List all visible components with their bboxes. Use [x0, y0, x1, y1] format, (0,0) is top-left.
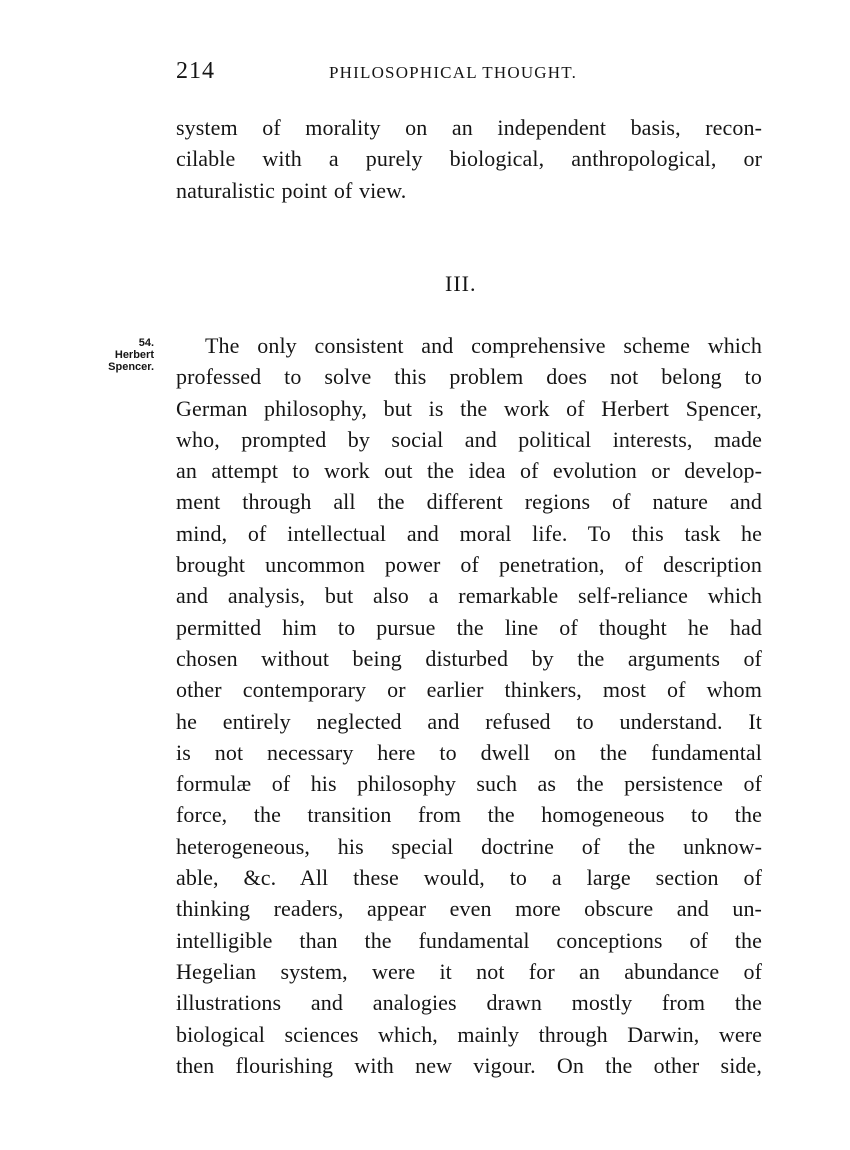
- text-line: he entirely neglected and refused to understand. It: [176, 708, 762, 734]
- text-line: system of morality on an independent basis, recon-: [176, 115, 762, 140]
- text-line: formulæ of his philosophy such as the persistence of: [176, 771, 762, 797]
- text-line: German philosophy, but is the work of Herbert Spencer,: [176, 395, 762, 421]
- main-paragraph: [176, 330, 762, 1081]
- text-line: biological sciences which, mainly through Darwin, were: [176, 1021, 762, 1047]
- text-line: force, the transition from the homogeneous to the: [176, 802, 762, 828]
- intro-paragraph: [176, 112, 762, 206]
- text-line: naturalistic point of view.: [176, 177, 407, 203]
- text-line: who, prompted by social and political interests, made: [176, 426, 762, 452]
- text-line: ment through all the different regions of nature and: [176, 489, 762, 515]
- section-heading: III.: [445, 271, 477, 296]
- text-line: other contemporary or earlier thinkers, most of whom: [176, 677, 762, 703]
- running-head: [176, 58, 616, 88]
- marginal-note: [84, 337, 154, 373]
- text-line: intelligible than the fundamental conceptions of the: [176, 927, 762, 953]
- marginal-note-line: Herbert: [114, 349, 154, 361]
- text-line: heterogeneous, his special doctrine of the unknow-: [176, 833, 762, 859]
- text-line: and analysis, but also a remarkable self-reliance which: [176, 583, 762, 609]
- text-line: permitted him to pursue the line of thought he had: [176, 614, 762, 640]
- text-line: thinking readers, appear even more obscure and un-: [176, 896, 762, 922]
- text-line: The only consistent and comprehensive scheme which: [205, 333, 762, 358]
- text-line: professed to solve this problem does not belong to: [176, 364, 762, 390]
- marginal-note-number: 54.: [138, 337, 154, 349]
- text-line: brought uncommon power of penetration, of description: [176, 552, 762, 578]
- text-line: Hegelian system, were it not for an abundance of: [176, 958, 762, 984]
- text-line: then flourishing with new vigour. On the other side,: [176, 1052, 762, 1078]
- text-line: chosen without being disturbed by the arguments of: [176, 645, 762, 671]
- text-line: illustrations and analogies drawn mostly from the: [176, 990, 762, 1016]
- text-line: cilable with a purely biological, anthropological, or: [176, 146, 762, 172]
- text-line: an attempt to work out the idea of evolution or develop-: [176, 458, 762, 484]
- text-line: mind, of intellectual and moral life. To this task he: [176, 520, 762, 546]
- text-line: is not necessary here to dwell on the fundamental: [176, 739, 762, 765]
- page-number: 214: [176, 58, 215, 84]
- running-header-title: PHILOSOPHICAL THOUGHT.: [329, 63, 578, 82]
- text-line: able, &c. All these would, to a large section of: [176, 865, 762, 891]
- marginal-note-line: Spencer.: [108, 361, 154, 373]
